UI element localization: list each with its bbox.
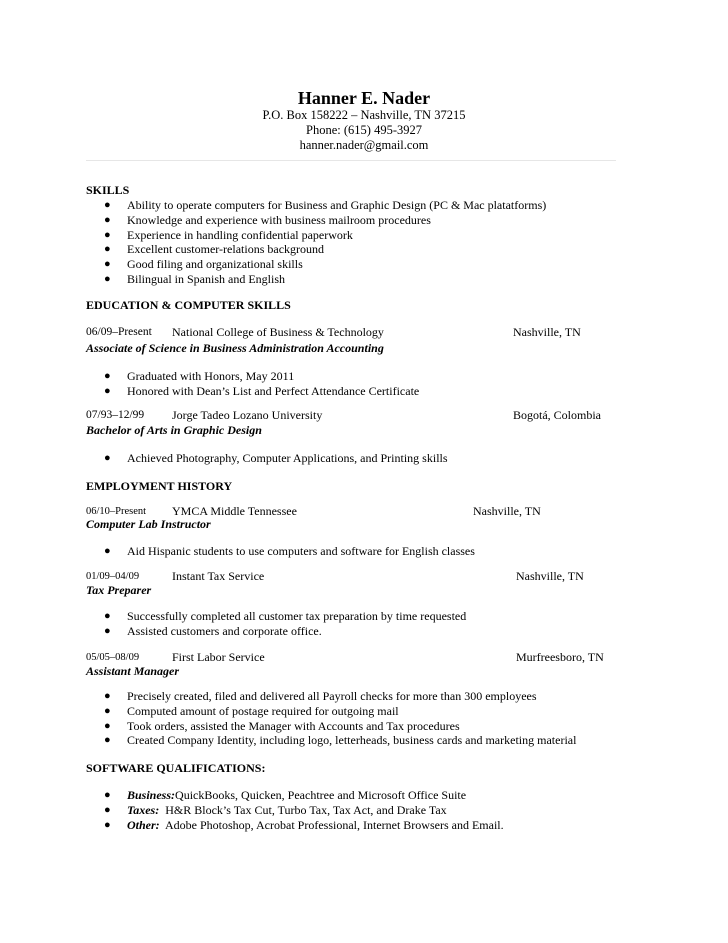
bullet-icon: ●: [104, 818, 111, 831]
entry-location: Murfreesboro, TN: [516, 650, 604, 664]
list-item: ● Took orders, assisted the Manager with Accounts and Tax procedures: [104, 718, 460, 733]
list-item: ● Graduated with Honors, May 2011: [104, 369, 295, 383]
employment-entry-3: [86, 650, 616, 665]
bullet-icon: ●: [104, 789, 111, 801]
address: P.O. Box 158222 – Nashville, TN 37215: [262, 108, 466, 122]
list-item: ● Computed amount of postage required for outgoing mail: [104, 703, 399, 718]
education-entry-2: [86, 408, 616, 423]
entry-location: Bogotá, Colombia: [513, 408, 601, 422]
list-item: ● Ability to operate computers for Business and Graphic Design (PC & Mac platatforms): [104, 198, 547, 212]
entry-location: Nashville, TN: [513, 325, 581, 339]
header-divider: [86, 160, 616, 161]
entry-location: Nashville, TN: [516, 569, 584, 583]
email: hanner.nader@gmail.com: [299, 138, 429, 152]
entry-date: 05/05–08/09: [86, 652, 140, 663]
software-label: Business:: [127, 788, 176, 802]
entry-location: Nashville, TN: [473, 504, 541, 518]
list-item: ● Aid Hispanic students to use computers and software for English classes: [104, 544, 475, 558]
software-text: Adobe Photoshop, Acrobat Professional, Internet Browsers and Email.: [159, 817, 504, 832]
bullet-icon: ●: [104, 690, 111, 702]
bullet-icon: ●: [104, 272, 111, 285]
software-text: QuickBooks, Quicken, Peachtree and Microsoft Office Suite: [175, 788, 467, 802]
entry-date: 07/93–12/99: [86, 409, 145, 421]
education-1-bullets: [104, 369, 419, 399]
entry-organization: Jorge Tadeo Lozano University: [172, 408, 323, 422]
education-2-bullets: [104, 451, 448, 466]
list-item: ● Bilingual in Spanish and English: [104, 271, 285, 286]
employment-2-bullets: [104, 609, 466, 639]
bullet-icon: ●: [104, 734, 111, 747]
bullet-icon: ●: [104, 370, 111, 382]
bullet-icon: ●: [104, 803, 111, 816]
software-label: Other:: [127, 817, 160, 832]
candidate-name: Hanner E. Nader: [297, 88, 431, 108]
list-item: [104, 803, 504, 818]
bullet-icon: ●: [104, 719, 111, 732]
list-item: [104, 788, 504, 803]
bullet-icon: ●: [104, 704, 111, 717]
list-item: ● Knowledge and experience with business mailroom procedures: [104, 212, 431, 227]
entry-organization: Instant Tax Service: [172, 569, 265, 583]
entry-degree: Bachelor of Arts in Graphic Design: [86, 423, 262, 437]
list-item: ● Assisted customers and corporate office.: [104, 623, 322, 638]
list-item: ● Precisely created, filed and delivered all Payroll checks for more than 300 employees: [104, 689, 537, 703]
phone: Phone: (615) 495-3927: [306, 123, 422, 137]
entry-degree: Associate of Science in Business Administration Accounting: [86, 341, 384, 355]
entry-organization: First Labor Service: [172, 650, 265, 664]
bullet-icon: ●: [104, 199, 111, 211]
entry-date: 06/09–Present: [86, 326, 152, 338]
list-item: ● Successfully completed all customer tax preparation by time requested: [104, 609, 467, 623]
bullet-icon: ●: [104, 610, 111, 622]
resume-header: [0, 88, 728, 153]
entry-organization: YMCA Middle Tennessee: [172, 504, 297, 518]
list-item: ● Created Company Identity, including logo, letterheads, business cards and marketing material: [104, 733, 577, 748]
education-entry-1: [86, 325, 616, 340]
list-item: ● Excellent customer-relations background: [104, 242, 325, 257]
bullet-icon: ●: [104, 452, 111, 464]
entry-role: Assistant Manager: [86, 664, 180, 678]
software-text: H&R Block’s Tax Cut, Turbo Tax, Tax Act, and Drake Tax: [159, 802, 447, 817]
software-list: [104, 788, 504, 832]
entry-organization: National College of Business & Technology: [172, 325, 384, 339]
skills-list: [104, 198, 546, 287]
employment-heading: EMPLOYMENT HISTORY: [86, 479, 233, 493]
education-heading: EDUCATION & COMPUTER SKILLS: [86, 298, 291, 312]
bullet-icon: ●: [104, 213, 111, 226]
entry-role: Computer Lab Instructor: [86, 517, 211, 531]
employment-1-bullets: [104, 544, 475, 559]
employment-3-bullets: [104, 689, 576, 748]
list-item: ● Achieved Photography, Computer Applications, and Printing skills: [104, 451, 448, 465]
bullet-icon: ●: [104, 384, 111, 397]
bullet-icon: ●: [104, 243, 111, 256]
list-item: [104, 818, 504, 833]
entry-date: 01/09–04/09: [86, 571, 140, 582]
software-heading: SOFTWARE QUALIFICATIONS:: [86, 761, 266, 775]
employment-entry-2: [86, 569, 616, 584]
entry-role: Tax Preparer: [86, 583, 152, 597]
list-item: ● Experience in handling confidential paperwork: [104, 227, 353, 242]
bullet-icon: ●: [104, 258, 111, 271]
entry-date: 06/10–Present: [86, 506, 147, 517]
list-item: ● Honored with Dean’s List and Perfect Attendance Certificate: [104, 383, 420, 398]
list-item: ● Good filing and organizational skills: [104, 257, 303, 272]
bullet-icon: ●: [104, 624, 111, 637]
bullet-icon: ●: [104, 545, 111, 557]
bullet-icon: ●: [104, 228, 111, 241]
skills-heading: SKILLS: [86, 183, 130, 197]
software-label: Taxes:: [127, 802, 160, 817]
